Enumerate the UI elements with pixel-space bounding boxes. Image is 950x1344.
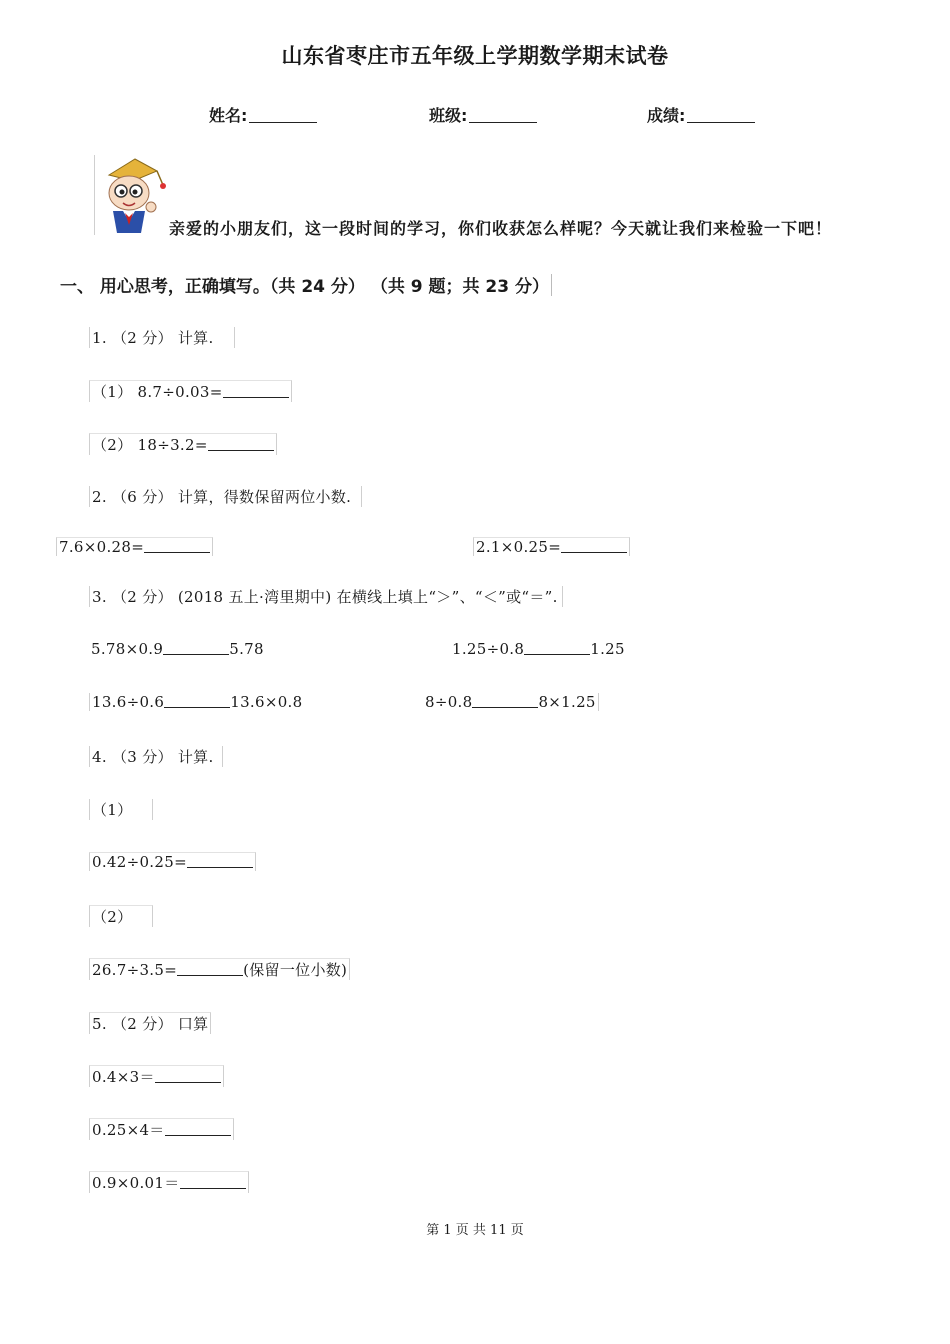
q3-item-d <box>423 693 599 711</box>
q3-d-left: 8÷0.8 <box>425 693 473 711</box>
q1-part2-blank[interactable] <box>208 449 274 451</box>
q2-part1-text: 7.6×0.28= <box>59 538 145 556</box>
q5-item-2-text: 0.25×4＝ <box>92 1121 165 1139</box>
class-label: 班级: <box>429 106 468 125</box>
score-blank[interactable] <box>687 121 755 123</box>
class-field <box>429 103 537 126</box>
q3-d-right: 8×1.25 <box>538 693 596 711</box>
q5-stem: 5. （2 分） 口算 <box>89 1012 211 1034</box>
q1-part2-text: （2） 18÷3.2= <box>92 436 208 454</box>
name-label: 姓名: <box>209 106 248 125</box>
q2-stem: 2. （6 分） 计算，得数保留两位小数. <box>89 486 362 507</box>
q3-c-right: 13.6×0.8 <box>230 693 303 711</box>
page-footer: 第 1 页 共 11 页 <box>426 1223 524 1238</box>
page-title: 山东省枣庄市五年级上学期数学期末试卷 <box>281 44 669 68</box>
q1-part1-blank[interactable] <box>223 396 289 398</box>
section-divider <box>551 274 552 296</box>
q2-part2 <box>473 537 630 556</box>
q4-part2-blank[interactable] <box>177 974 243 976</box>
section-heading <box>60 272 552 297</box>
section-title: 一、 用心思考，正确填写。（共 24 分） （共 9 题；共 23 分） <box>60 277 549 297</box>
q2-part1 <box>56 537 213 556</box>
q5-item-1 <box>89 1065 224 1087</box>
q3-c-blank[interactable] <box>164 706 230 708</box>
score-field <box>647 103 755 126</box>
q3-b-blank[interactable] <box>524 653 590 655</box>
q5-item-1-text: 0.4×3＝ <box>92 1068 155 1086</box>
q3-c-left: 13.6÷0.6 <box>92 693 165 711</box>
q5-item-3-blank[interactable] <box>180 1187 246 1189</box>
class-blank[interactable] <box>469 121 537 123</box>
q4-part1 <box>89 852 256 871</box>
q4-part2-label: （2） <box>89 905 153 927</box>
q4-part1-text: 0.42÷0.25= <box>92 853 187 871</box>
name-blank[interactable] <box>249 121 317 123</box>
q3-item-c <box>89 693 304 711</box>
q3-item-b <box>450 640 627 658</box>
q4-part2-text: 26.7÷3.5= <box>92 961 178 979</box>
q3-a-right: 5.78 <box>229 640 264 658</box>
q1-stem: 1. （2 分） 计算. <box>89 327 235 348</box>
q1-part2 <box>89 433 277 455</box>
q2-part2-blank[interactable] <box>561 551 627 553</box>
q3-b-right: 1.25 <box>590 640 625 658</box>
q3-a-left: 5.78×0.9 <box>91 640 164 658</box>
q4-part2 <box>89 958 350 980</box>
q1-part1-text: （1） 8.7÷0.03= <box>92 383 223 401</box>
score-label: 成绩: <box>647 106 686 125</box>
intro-text: 亲爱的小朋友们，这一段时间的学习，你们收获怎么样呢？今天就让我们来检验一下吧！ <box>169 219 833 238</box>
q4-part2-suffix: (保留一位小数) <box>243 961 348 979</box>
q4-stem: 4. （3 分） 计算. <box>89 746 223 767</box>
q1-part1 <box>89 380 292 402</box>
q2-part1-blank[interactable] <box>144 551 210 553</box>
name-field <box>209 103 317 126</box>
q5-item-2-blank[interactable] <box>165 1134 231 1136</box>
q4-part1-label: （1） <box>89 799 153 820</box>
q3-d-blank[interactable] <box>472 706 538 708</box>
q3-item-a <box>89 640 266 658</box>
q3-b-left: 1.25÷0.8 <box>452 640 525 658</box>
mascot-image <box>94 155 170 235</box>
q2-part2-text: 2.1×0.25= <box>476 538 562 556</box>
q5-item-2 <box>89 1118 234 1140</box>
q5-item-3 <box>89 1171 249 1193</box>
q5-item-3-text: 0.9×0.01＝ <box>92 1174 180 1192</box>
q4-part1-blank[interactable] <box>187 866 253 868</box>
q3-stem: 3. （2 分） (2018 五上·湾里期中) 在横线上填上“＞”、“＜”或“＝”. <box>89 586 563 607</box>
q5-item-1-blank[interactable] <box>155 1081 221 1083</box>
q3-a-blank[interactable] <box>163 653 229 655</box>
